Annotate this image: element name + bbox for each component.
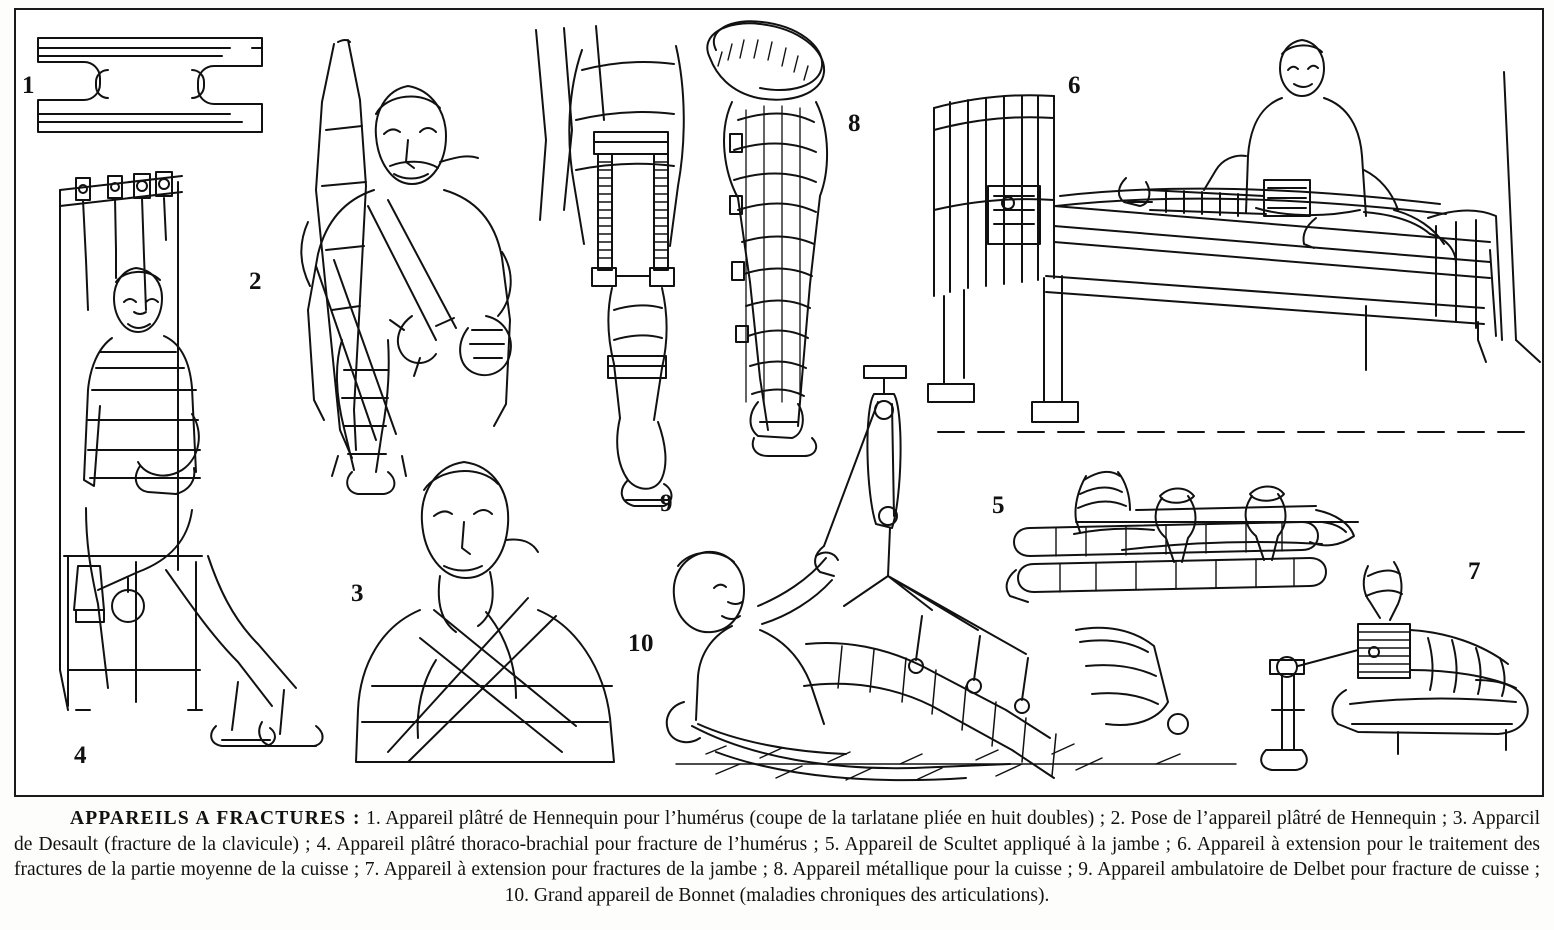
- plate-illustrations: [16, 10, 1542, 795]
- figure-1-tarlatan-section: [38, 38, 262, 132]
- figure-7-leg-extension: [1261, 562, 1528, 770]
- figure-2-hennequin-application: [301, 40, 510, 494]
- figure-6-extension-bed: [928, 40, 1540, 432]
- figure-number-4: 4: [74, 742, 87, 769]
- figure-3-desault-bandage: [356, 462, 614, 762]
- figure-number-10: 10: [628, 630, 654, 657]
- figure-4-seated-apparatus: [60, 172, 323, 746]
- plate-caption: [14, 806, 1540, 908]
- figure-number-8: 8: [848, 110, 861, 137]
- figure-number-1: 1: [22, 72, 35, 99]
- figure-number-6: 6: [1068, 72, 1081, 99]
- caption-body: 1. Appareil plâtré de Hennequin pour l’humérus (coupe de la tarlatane pliée en huit doubles) ; 2. Pose de l’appareil plâtré de Hennequin ; 3. Apparcil de Desault (fracture de la clavicule) ; 4. Appareil plâtré thoraco-brachial pour fracture de l’humérus ; 5. Appareil de Scultet appliqué à la jambe ; 6. Appareil à extension pour le traitement des fractures de la partie moyenne de la cuisse ; 7. Appareil à extension pour fractures de la jambe ; 8. Appareil métallique pour la cuisse ; 9. Appareil ambulatoire de Delbet pour fracture de cuisse ; 10. Grand appareil de Bonnet (maladies chroniques des articulations).: [14, 808, 1540, 906]
- figure-number-5: 5: [992, 492, 1005, 519]
- figure-5-scultet-bandage: [1007, 472, 1358, 602]
- figure-number-9: 9: [660, 490, 673, 517]
- figure-9-delbet-apparatus: [536, 26, 684, 506]
- figure-number-7: 7: [1468, 558, 1481, 585]
- figure-number-3: 3: [351, 580, 364, 607]
- figure-number-2: 2: [249, 268, 262, 295]
- figure-panel: [14, 8, 1544, 797]
- figure-8-metal-thigh-apparatus: [707, 21, 827, 456]
- caption-heading: APPAREILS A FRACTURES :: [70, 808, 361, 829]
